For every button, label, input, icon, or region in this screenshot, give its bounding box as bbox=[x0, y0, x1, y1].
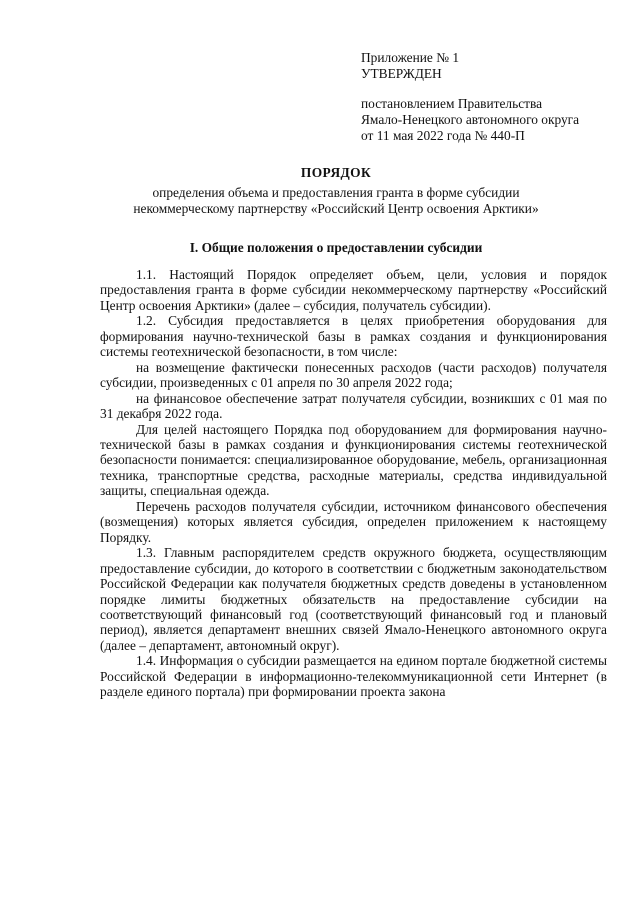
paragraph: 1.1. Настоящий Порядок определяет объем, цели, условия и порядок предоставления гранта в форме субсидии некоммерческому партнерству «Российский Центр освоения Арктики» (далее – субсидия, получатель субсидии). bbox=[100, 267, 607, 313]
appendix-header bbox=[361, 50, 621, 144]
document-title-block bbox=[96, 165, 576, 217]
appendix-number: Приложение № 1 bbox=[361, 50, 460, 65]
paragraph: Для целей настоящего Порядка под оборудованием для формирования научно-технической базы в рамках создания и функционирования системы геотехнической безопасности понимается: специализированное оборудование, мебель, организационная техника, транспортные средства, расходные материалы, средства индивидуальной защиты, специальная одежда. bbox=[100, 421, 607, 499]
decree-date-line: от 11 мая 2022 года № 440-П bbox=[361, 128, 525, 143]
spacer bbox=[361, 82, 621, 96]
paragraph: на финансовое обеспечение затрат получателя субсидии, возникших с 01 мая по 31 декабря 2022 года. bbox=[100, 390, 607, 422]
document-title: ПОРЯДОК bbox=[300, 165, 372, 180]
approved-label: УТВЕРЖДЕН bbox=[361, 66, 442, 81]
paragraph: 1.2. Субсидия предоставляется в целях приобретения оборудования для формирования научно-технической базы в рамках создания и функционирования системы геотехнической безопасности, в том числе: bbox=[100, 313, 607, 360]
paragraph: Перечень расходов получателя субсидии, источником финансового обеспечения (возмещения) которых является субсидия, определен приложением к настоящему Порядку. bbox=[100, 498, 607, 545]
paragraph: на возмещение фактически понесенных расходов (части расходов) получателя субсидии, произведенных с 01 апреля по 30 апреля 2022 года; bbox=[100, 359, 607, 391]
document-subtitle-line-2: некоммерческому партнерству «Российский Центр освоения Арктики» bbox=[133, 201, 539, 216]
paragraph: 1.4. Информация о субсидии размещается на едином портале бюджетной системы Российской Федерации в информационно-телекоммуникационной сети Интернет (в разделе единого портала) при формировании проекта закона bbox=[100, 653, 607, 700]
document-subtitle-line-1: определения объема и предоставления гранта в форме субсидии bbox=[152, 185, 520, 200]
decree-line: постановлением Правительства bbox=[361, 96, 543, 111]
section-heading: I. Общие положения о предоставлении субсидии bbox=[189, 240, 483, 255]
government-line: Ямало-Ненецкого автономного округа bbox=[361, 112, 580, 127]
paragraph: 1.3. Главным распорядителем средств окружного бюджета, осуществляющим предоставление субсидии, до которого в соответствии с бюджетным законодательством Российской Федерации как получателя бюджетных средств доведены в установленном порядке лимиты бюджетных обязательств на предоставление субсидии на соответствующий финансовый год (соответствующий финансовый год и плановый период), является департамент внешних связей Ямало-Ненецкого автономного округа (далее – департамент, автономный округ). bbox=[100, 545, 607, 653]
document-body bbox=[100, 267, 607, 700]
